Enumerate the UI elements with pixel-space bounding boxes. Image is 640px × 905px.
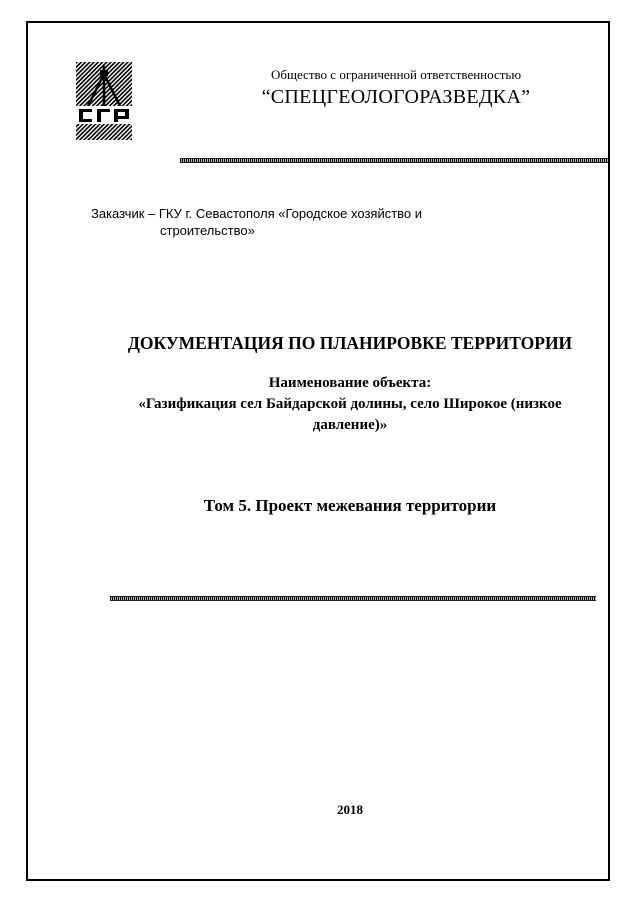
customer-block bbox=[91, 205, 561, 239]
bottom-divider bbox=[110, 596, 596, 601]
volume-title: Том 5. Проект межевания территории bbox=[203, 496, 497, 515]
customer-line-1: Заказчик – ГКУ г. Севастополя «Городское хозяйство и bbox=[91, 206, 423, 221]
object-name: «Газификация сел Байдарской долины, село Широкое (низкое давление)» bbox=[138, 396, 562, 433]
page-border bbox=[26, 21, 610, 881]
organization-legal-form: Общество с ограниченной ответственностью bbox=[270, 67, 522, 82]
top-divider bbox=[180, 158, 608, 163]
object-label: Наименование объекта: bbox=[268, 375, 432, 391]
customer-line-2: строительство» bbox=[160, 223, 255, 238]
document-title: ДОКУМЕНТАЦИЯ ПО ПЛАНИРОВКЕ ТЕРРИТОРИИ bbox=[127, 333, 573, 353]
organization-name: “СПЕЦГЕОЛОГОРАЗВЕДКА” bbox=[261, 86, 531, 108]
document-year: 2018 bbox=[337, 802, 363, 817]
company-logo bbox=[76, 62, 132, 140]
